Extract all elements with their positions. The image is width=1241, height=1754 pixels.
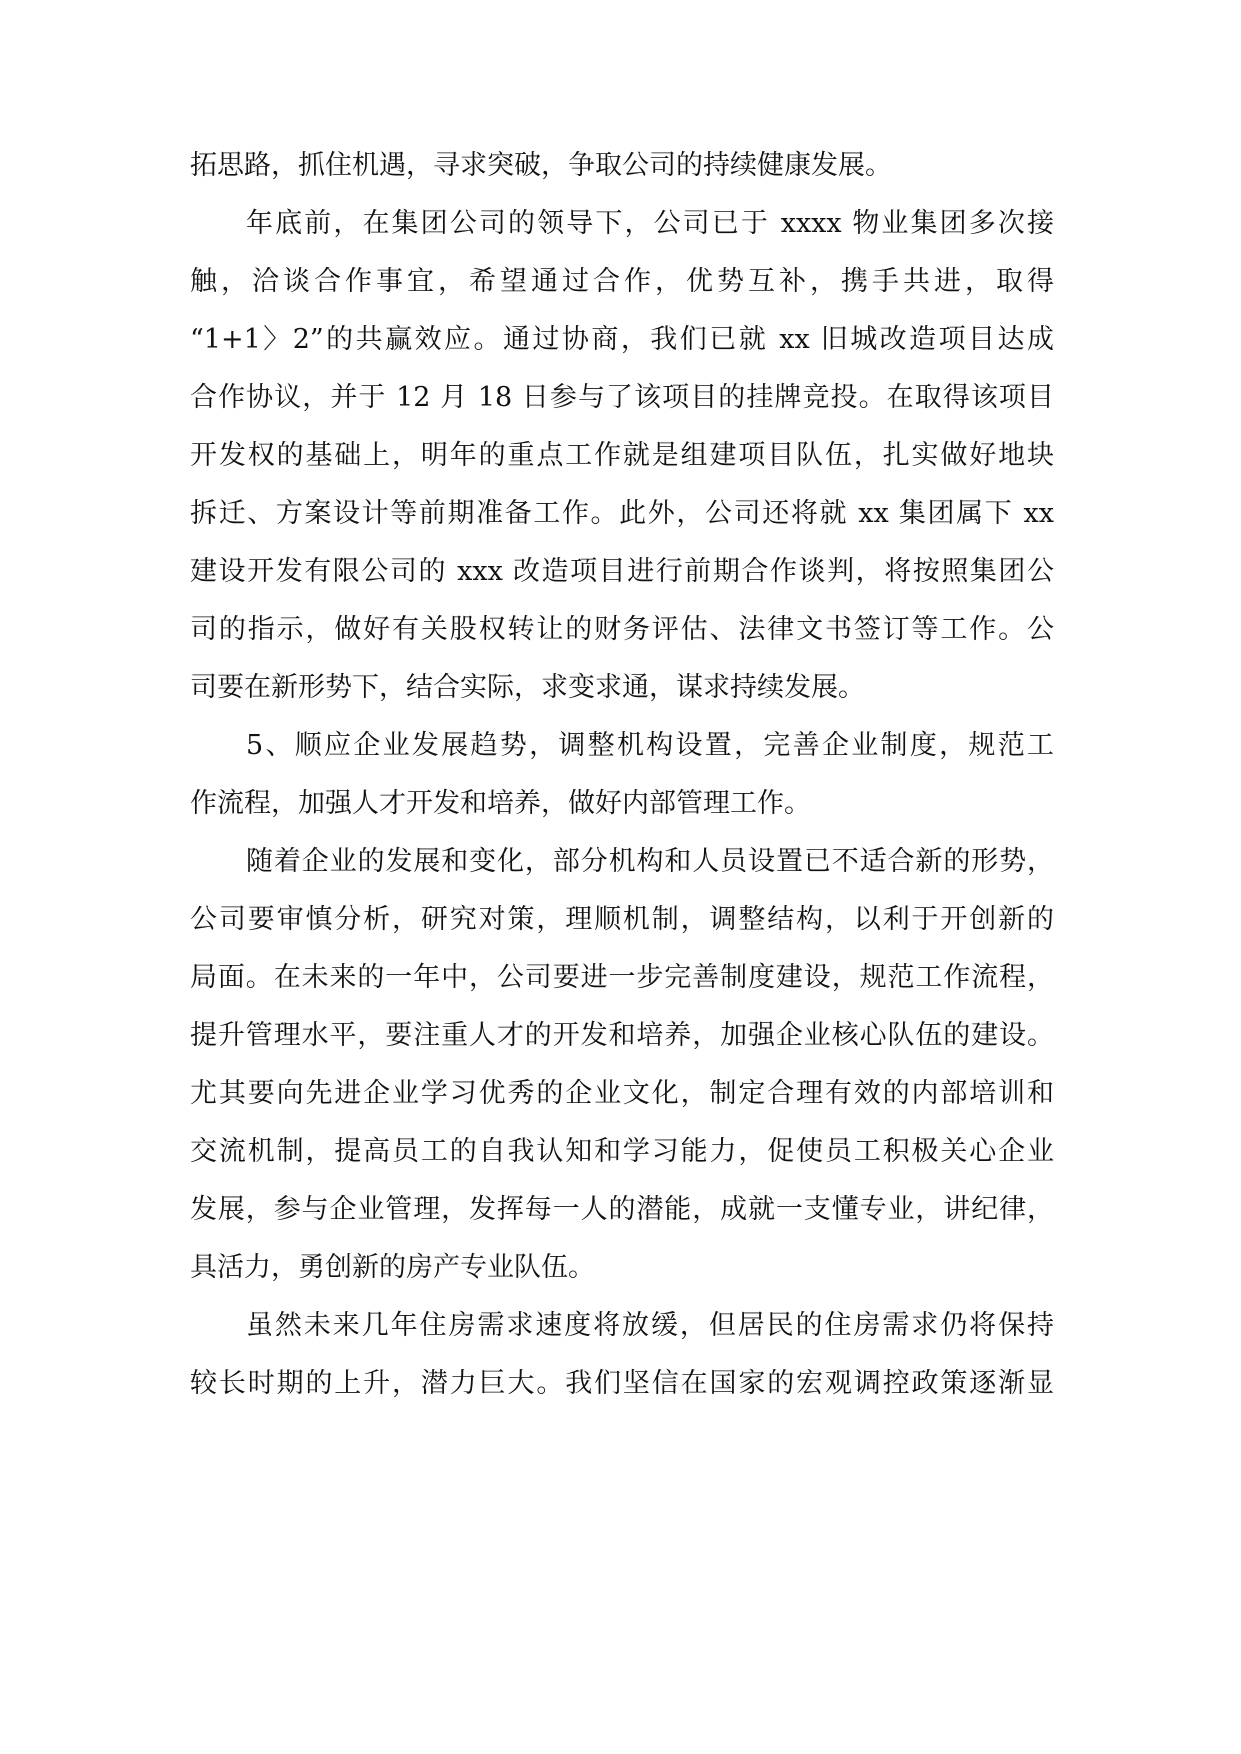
text-line: 5、顺应企业发展趋势，调整机构设置，完善企业制度，规范工 bbox=[246, 730, 1054, 761]
text-line: 尤其要向先进企业学习优秀的企业文化，制定合理有效的内部培训和 bbox=[190, 1078, 1054, 1109]
text-line: 拆迁、方案设计等前期准备工作。此外，公司还将就 xx 集团属下 xx bbox=[190, 498, 1054, 529]
text-line: 触，洽谈合作事宜，希望通过合作，优势互补，携手共进，取得 bbox=[190, 266, 1054, 297]
text-line: 发展，参与企业管理，发挥每一人的潜能，成就一支懂专业，讲纪律， bbox=[190, 1194, 1054, 1225]
text-line: 司的指示，做好有关股权转让的财务评估、法律文书签订等工作。公 bbox=[190, 614, 1054, 645]
text-line: 具活力，勇创新的房产专业队伍。 bbox=[190, 1252, 595, 1283]
text-line: 开发权的基础上，明年的重点工作就是组建项目队伍，扎实做好地块 bbox=[190, 440, 1054, 471]
text-line: 交流机制，提高员工的自我认知和学习能力，促使员工积极关心企业 bbox=[190, 1136, 1054, 1167]
text-line: 建设开发有限公司的 xxx 改造项目进行前期合作谈判，将按照集团公 bbox=[190, 556, 1054, 587]
text-line: 较长时期的上升，潜力巨大。我们坚信在国家的宏观调控政策逐渐显 bbox=[190, 1368, 1054, 1399]
text-line: 公司要审慎分析，研究对策，理顺机制，调整结构，以利于开创新的 bbox=[190, 904, 1054, 935]
text-line: 拓思路，抓住机遇，寻求突破，争取公司的持续健康发展。 bbox=[190, 150, 892, 181]
text-line: “1+1〉2”的共赢效应。通过协商，我们已就 xx 旧城改造项目达成 bbox=[190, 324, 1054, 355]
text-line: 年底前，在集团公司的领导下，公司已于 xxxx 物业集团多次接 bbox=[246, 208, 1054, 239]
text-line: 虽然未来几年住房需求速度将放缓，但居民的住房需求仍将保持 bbox=[246, 1310, 1054, 1341]
text-line: 合作协议，并于 12 月 18 日参与了该项目的挂牌竞投。在取得该项目 bbox=[190, 382, 1054, 413]
text-line: 司要在新形势下，结合实际，求变求通，谋求持续发展。 bbox=[190, 672, 865, 703]
text-line: 作流程，加强人才开发和培养，做好内部管理工作。 bbox=[190, 788, 811, 819]
text-line: 随着企业的发展和变化，部分机构和人员设置已不适合新的形势， bbox=[246, 846, 1054, 877]
text-line: 提升管理水平，要注重人才的开发和培养，加强企业核心队伍的建设。 bbox=[190, 1020, 1054, 1051]
text-line: 局面。在未来的一年中，公司要进一步完善制度建设，规范工作流程， bbox=[190, 962, 1054, 993]
